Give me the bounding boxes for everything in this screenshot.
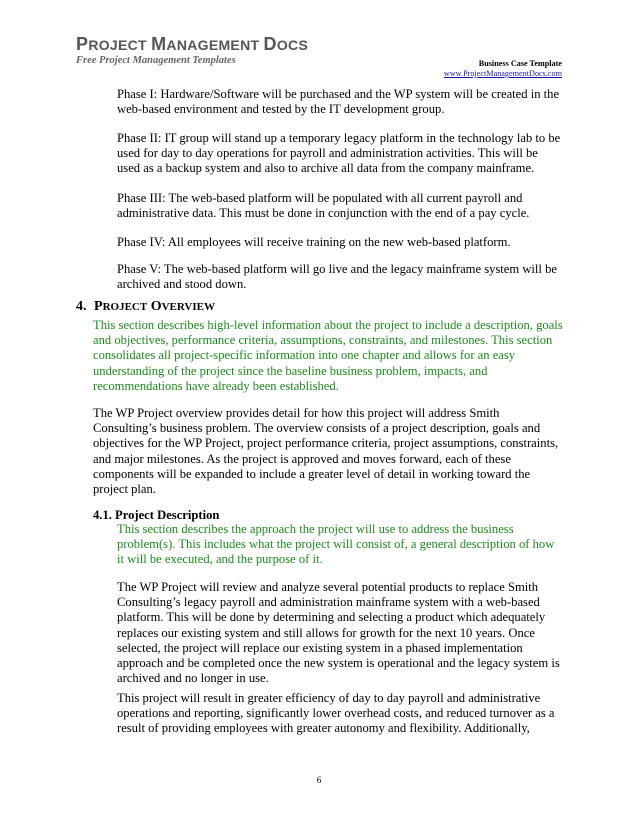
phase-5: Phase V: The web-based platform will go live and the legacy mainframe system will be archived and stood down. (117, 262, 557, 292)
section-4-body: The WP Project overview provides detail for how this project will address Smith Consulting’s business problem. The overview consists of a project description, goals and objectives for the WP Project, project performance criteria, project assumptions, constraints, and major milestones. As the project is approved and moves forward, each of these components will be expanded to include a greater level of detail in working toward the project plan. (93, 406, 559, 497)
section-4-heading: 4. PROJECT OVERVIEW (76, 299, 215, 314)
header-title: Business Case Template (478, 59, 562, 68)
phase-2: Phase II: IT group will stand up a temporary legacy platform in the technology lab to be used for day to day operations for payroll and administration activities. This will be used as a backup system and also to archive all data from the company mainframe. (117, 131, 561, 176)
section-4-1-guidance: This section describes the approach the project will use to address the business problem(s). This includes what the project will consist of, a general description of how it will be executed, and the purpose of it. (117, 522, 555, 567)
company-logo (76, 34, 309, 70)
section-4-1-body-1: The WP Project will review and analyze several potential products to replace Smith Consulting’s legacy payroll and administration mainframe system with a web-based platform. This will be done by determining and selecting a product which adequately replaces our existing system and still allows for growth for the next 10 years. Once selected, the project will replace our existing system in a phased implementation approach and be completed once the new system is operational and the legacy system is archived and no longer in use. (117, 580, 560, 686)
phase-3: Phase III: The web-based platform will be populated with all current payroll and administrative data. This must be done in conjunction with the end of a pay cycle. (117, 191, 530, 221)
section-4-1-heading: 4.1. Project Description (93, 508, 220, 522)
header-link[interactable]: www.ProjectManagementDocs.com (443, 69, 562, 78)
page-header (444, 59, 562, 79)
section-4-1-body-2: This project will result in greater efficiency of day to day payroll and administrative operations and reporting, significantly lower overhead costs, and reduced turnover as a result of providing employees with greater autonomy and flexibility. Additionally, (117, 691, 555, 736)
phase-4: Phase IV: All employees will receive training on the new web-based platform. (117, 235, 511, 249)
page-number: 6 (316, 775, 322, 785)
logo-title: PROJECT MANAGEMENT DOCS (76, 34, 309, 54)
phase-1: Phase I: Hardware/Software will be purchased and the WP system will be created in the web-based environment and tested by the IT development group. (117, 87, 560, 117)
section-4-guidance: This section describes high-level information about the project to include a description, goals and objectives, performance criteria, assumptions, constraints, and milestones. This section consolidates all project-specific information into one chapter and allows for an easy understanding of the project since the baseline business problem, impacts, and recommendations have already been established. (93, 318, 563, 393)
logo-subtitle: Free Project Management Templates (76, 55, 236, 66)
